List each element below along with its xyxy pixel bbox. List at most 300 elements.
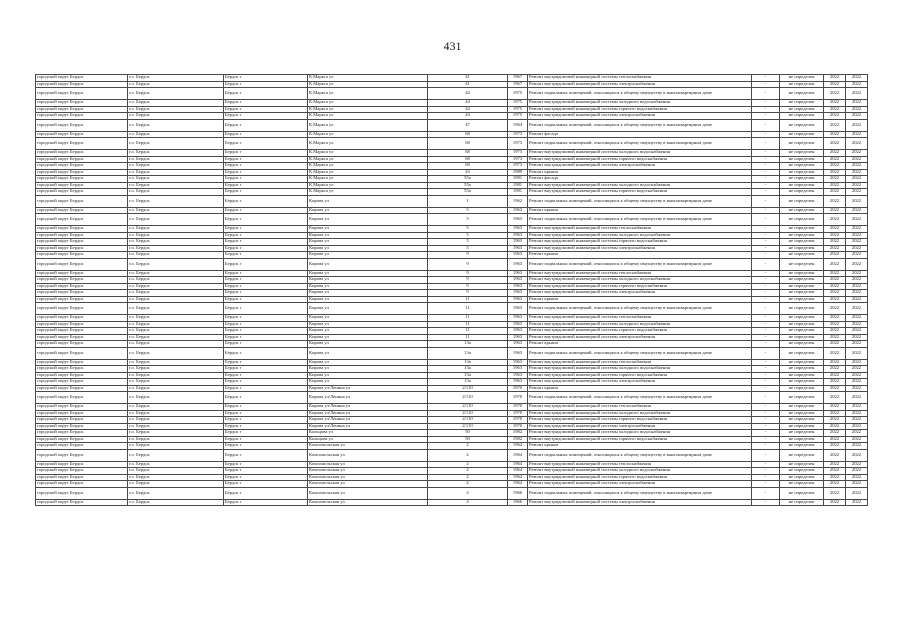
- house-number-cell: 9: [428, 277, 508, 284]
- status-cell: не определен: [780, 156, 824, 163]
- city-cell: Бердск г: [224, 366, 308, 373]
- start-year-cell: 2022: [824, 138, 846, 150]
- house-number-cell: 9: [428, 290, 508, 297]
- cost-cell: -: [752, 119, 780, 131]
- table-row: [36, 214, 868, 226]
- year-cell: 1963: [508, 366, 528, 373]
- district-cell: г.о. Бердск: [128, 176, 224, 183]
- city-cell: Бердск г: [224, 100, 308, 107]
- cost-cell: -: [752, 423, 780, 430]
- house-number-cell: 44: [428, 113, 508, 120]
- end-year-cell: 2022: [846, 232, 868, 239]
- street-cell: Кирова ул: [308, 258, 428, 270]
- street-cell: Комсомольская ул: [308, 468, 428, 475]
- street-cell: Кирова ул: [308, 296, 428, 303]
- district-cell: г.о. Бердск: [128, 449, 224, 461]
- district-cell: г.о. Бердск: [128, 468, 224, 475]
- district-cell: г.о. Бердск: [128, 461, 224, 468]
- year-cell: 1973: [508, 163, 528, 170]
- start-year-cell: 2022: [824, 258, 846, 270]
- cost-cell: -: [752, 156, 780, 163]
- work-type-cell: Ремонт внутридомовой инженерной системы электроснабжения: [528, 481, 752, 488]
- start-year-cell: 2022: [824, 296, 846, 303]
- end-year-cell: 2022: [846, 410, 868, 417]
- municipality-cell: городской округ Бердск: [36, 195, 128, 207]
- cost-cell: -: [752, 88, 780, 100]
- street-cell: Кирова ул/Ленина ул: [308, 385, 428, 392]
- status-cell: не определен: [780, 176, 824, 183]
- cost-cell: -: [752, 207, 780, 214]
- work-type-cell: Ремонт подвальных помещений, относящихся к общему имуществу в многоквартирном доме: [528, 214, 752, 226]
- municipality-cell: городской округ Бердск: [36, 315, 128, 322]
- district-cell: г.о. Бердск: [128, 341, 224, 348]
- year-cell: 1981: [508, 189, 528, 196]
- start-year-cell: 2022: [824, 423, 846, 430]
- end-year-cell: 2022: [846, 81, 868, 88]
- status-cell: не определен: [780, 88, 824, 100]
- start-year-cell: 2022: [824, 334, 846, 341]
- house-number-cell: 68: [428, 150, 508, 157]
- end-year-cell: 2022: [846, 226, 868, 233]
- street-cell: Кирова ул: [308, 379, 428, 386]
- street-cell: К.Маркса ул: [308, 100, 428, 107]
- year-cell: 1966: [508, 487, 528, 499]
- end-year-cell: 2022: [846, 315, 868, 322]
- end-year-cell: 2022: [846, 385, 868, 392]
- status-cell: не определен: [780, 328, 824, 335]
- house-number-cell: 13а: [428, 366, 508, 373]
- work-type-cell: Ремонт внутридомовой инженерной системы холодного водоснабжения: [528, 366, 752, 373]
- start-year-cell: 2022: [824, 119, 846, 131]
- city-cell: Бердск г: [224, 296, 308, 303]
- street-cell: Кирова ул/Ленина ул: [308, 423, 428, 430]
- district-cell: г.о. Бердск: [128, 328, 224, 335]
- district-cell: г.о. Бердск: [128, 443, 224, 450]
- end-year-cell: 2022: [846, 277, 868, 284]
- house-number-cell: 5: [428, 207, 508, 214]
- work-type-cell: Ремонт подвальных помещений, относящихся к общему имуществу в многоквартирном доме: [528, 138, 752, 150]
- end-year-cell: 2022: [846, 106, 868, 113]
- year-cell: 1962: [508, 195, 528, 207]
- cost-cell: -: [752, 359, 780, 366]
- year-cell: 1964: [508, 468, 528, 475]
- year-cell: 1963: [508, 372, 528, 379]
- start-year-cell: 2022: [824, 195, 846, 207]
- end-year-cell: 2022: [846, 334, 868, 341]
- district-cell: г.о. Бердск: [128, 296, 224, 303]
- city-cell: Бердск г: [224, 176, 308, 183]
- status-cell: не определен: [780, 449, 824, 461]
- cost-cell: -: [752, 404, 780, 411]
- end-year-cell: 2022: [846, 461, 868, 468]
- city-cell: Бердск г: [224, 195, 308, 207]
- district-cell: г.о. Бердск: [128, 258, 224, 270]
- house-number-cell: 2/110: [428, 404, 508, 411]
- status-cell: не определен: [780, 499, 824, 506]
- year-cell: 1963: [508, 283, 528, 290]
- cost-cell: -: [752, 100, 780, 107]
- end-year-cell: 2022: [846, 113, 868, 120]
- cost-cell: -: [752, 163, 780, 170]
- street-cell: К.Маркса ул: [308, 113, 428, 120]
- municipality-cell: городской округ Бердск: [36, 182, 128, 189]
- street-cell: Кирова ул: [308, 290, 428, 297]
- municipality-cell: городской округ Бердск: [36, 156, 128, 163]
- street-cell: Кирова ул/Ленина ул: [308, 392, 428, 404]
- cost-cell: -: [752, 214, 780, 226]
- status-cell: не определен: [780, 169, 824, 176]
- end-year-cell: 2022: [846, 296, 868, 303]
- work-type-cell: Ремонт подвальных помещений, относящихся к общему имуществу в многоквартирном доме: [528, 392, 752, 404]
- house-number-cell: 13а: [428, 379, 508, 386]
- end-year-cell: 2022: [846, 468, 868, 475]
- cost-cell: -: [752, 443, 780, 450]
- year-cell: 1967: [508, 75, 528, 82]
- start-year-cell: 2022: [824, 131, 846, 138]
- district-cell: г.о. Бердск: [128, 88, 224, 100]
- district-cell: г.о. Бердск: [128, 131, 224, 138]
- status-cell: не определен: [780, 385, 824, 392]
- city-cell: Бердск г: [224, 328, 308, 335]
- city-cell: Бердск г: [224, 156, 308, 163]
- status-cell: не определен: [780, 341, 824, 348]
- cost-cell: -: [752, 347, 780, 359]
- city-cell: Бердск г: [224, 487, 308, 499]
- end-year-cell: 2022: [846, 481, 868, 488]
- work-type-cell: Ремонт подвальных помещений, относящихся к общему имуществу в многоквартирном доме: [528, 303, 752, 315]
- municipality-cell: городской округ Бердск: [36, 150, 128, 157]
- end-year-cell: 2022: [846, 100, 868, 107]
- year-cell: 1963: [508, 303, 528, 315]
- municipality-cell: городской округ Бердск: [36, 303, 128, 315]
- year-cell: 1982: [508, 436, 528, 443]
- work-type-cell: Ремонт крыши: [528, 252, 752, 259]
- street-cell: К.Маркса ул: [308, 189, 428, 196]
- cost-cell: -: [752, 138, 780, 150]
- house-number-cell: 68: [428, 138, 508, 150]
- municipality-cell: городской округ Бердск: [36, 106, 128, 113]
- district-cell: г.о. Бердск: [128, 156, 224, 163]
- start-year-cell: 2022: [824, 106, 846, 113]
- street-cell: Кирова ул: [308, 226, 428, 233]
- cost-cell: -: [752, 334, 780, 341]
- start-year-cell: 2022: [824, 290, 846, 297]
- municipality-cell: городской округ Бердск: [36, 283, 128, 290]
- cost-cell: -: [752, 487, 780, 499]
- end-year-cell: 2022: [846, 436, 868, 443]
- municipality-cell: городской округ Бердск: [36, 328, 128, 335]
- street-cell: К.Маркса ул: [308, 176, 428, 183]
- status-cell: не определен: [780, 226, 824, 233]
- district-cell: г.о. Бердск: [128, 169, 224, 176]
- house-number-cell: 50: [428, 430, 508, 437]
- year-cell: 1963: [508, 379, 528, 386]
- end-year-cell: 2022: [846, 245, 868, 252]
- street-cell: К.Маркса ул: [308, 138, 428, 150]
- district-cell: г.о. Бердск: [128, 487, 224, 499]
- start-year-cell: 2022: [824, 245, 846, 252]
- city-cell: Бердск г: [224, 277, 308, 284]
- city-cell: Бердск г: [224, 150, 308, 157]
- district-cell: г.о. Бердск: [128, 423, 224, 430]
- year-cell: 1970: [508, 392, 528, 404]
- table-row: [36, 88, 868, 100]
- street-cell: Кирова ул/Ленина ул: [308, 410, 428, 417]
- year-cell: 1964: [508, 474, 528, 481]
- table-row: [36, 449, 868, 461]
- house-number-cell: 47: [428, 119, 508, 131]
- street-cell: Кирова ул: [308, 359, 428, 366]
- status-cell: не определен: [780, 258, 824, 270]
- district-cell: г.о. Бердск: [128, 232, 224, 239]
- house-number-cell: 50: [428, 436, 508, 443]
- year-cell: 1966: [508, 499, 528, 506]
- district-cell: г.о. Бердск: [128, 430, 224, 437]
- status-cell: не определен: [780, 392, 824, 404]
- city-cell: Бердск г: [224, 81, 308, 88]
- work-type-cell: Ремонт внутридомовой инженерной системы горячего водоснабжения: [528, 106, 752, 113]
- start-year-cell: 2022: [824, 481, 846, 488]
- year-cell: 1963: [508, 245, 528, 252]
- house-number-cell: 41: [428, 75, 508, 82]
- municipality-cell: городской округ Бердск: [36, 176, 128, 183]
- year-cell: 1963: [508, 359, 528, 366]
- street-cell: Кирова ул: [308, 321, 428, 328]
- city-cell: Бердск г: [224, 499, 308, 506]
- end-year-cell: 2022: [846, 474, 868, 481]
- district-cell: г.о. Бердск: [128, 207, 224, 214]
- end-year-cell: 2022: [846, 138, 868, 150]
- district-cell: г.о. Бердск: [128, 385, 224, 392]
- municipality-cell: городской округ Бердск: [36, 366, 128, 373]
- status-cell: не определен: [780, 163, 824, 170]
- city-cell: Бердск г: [224, 239, 308, 246]
- district-cell: г.о. Бердск: [128, 366, 224, 373]
- municipality-cell: городской округ Бердск: [36, 290, 128, 297]
- city-cell: Бердск г: [224, 119, 308, 131]
- city-cell: Бердск г: [224, 315, 308, 322]
- work-type-cell: Ремонт внутридомовой инженерной системы электроснабжения: [528, 290, 752, 297]
- start-year-cell: 2022: [824, 232, 846, 239]
- end-year-cell: 2022: [846, 163, 868, 170]
- municipality-cell: городской округ Бердск: [36, 113, 128, 120]
- year-cell: 1973: [508, 150, 528, 157]
- work-type-cell: Ремонт внутридомовой инженерной системы горячего водоснабжения: [528, 239, 752, 246]
- district-cell: г.о. Бердск: [128, 150, 224, 157]
- work-type-cell: Ремонт внутридомовой инженерной системы теплоснабжения: [528, 315, 752, 322]
- status-cell: не определен: [780, 379, 824, 386]
- municipality-cell: городской округ Бердск: [36, 430, 128, 437]
- district-cell: г.о. Бердск: [128, 474, 224, 481]
- start-year-cell: 2022: [824, 321, 846, 328]
- city-cell: Бердск г: [224, 481, 308, 488]
- start-year-cell: 2022: [824, 436, 846, 443]
- table-row: [36, 138, 868, 150]
- work-type-cell: Ремонт крыши: [528, 296, 752, 303]
- street-cell: К.Маркса ул: [308, 182, 428, 189]
- status-cell: не определен: [780, 100, 824, 107]
- cost-cell: -: [752, 468, 780, 475]
- work-type-cell: Ремонт внутридомовой инженерной системы теплоснабжения: [528, 404, 752, 411]
- cost-cell: -: [752, 277, 780, 284]
- municipality-cell: городской округ Бердск: [36, 423, 128, 430]
- end-year-cell: 2022: [846, 359, 868, 366]
- house-number-cell: 2/110: [428, 417, 508, 424]
- street-cell: Кирова ул: [308, 283, 428, 290]
- start-year-cell: 2022: [824, 404, 846, 411]
- work-type-cell: Ремонт внутридомовой инженерной системы горячего водоснабжения: [528, 283, 752, 290]
- status-cell: не определен: [780, 214, 824, 226]
- work-type-cell: Ремонт крыши: [528, 169, 752, 176]
- city-cell: Бердск г: [224, 461, 308, 468]
- work-type-cell: Ремонт внутридомовой инженерной системы теплоснабжения: [528, 270, 752, 277]
- end-year-cell: 2022: [846, 321, 868, 328]
- table-row: [36, 392, 868, 404]
- work-type-cell: Ремонт внутридомовой инженерной системы горячего водоснабжения: [528, 328, 752, 335]
- cost-cell: -: [752, 499, 780, 506]
- municipality-cell: городской округ Бердск: [36, 138, 128, 150]
- city-cell: Бердск г: [224, 182, 308, 189]
- city-cell: Бердск г: [224, 474, 308, 481]
- street-cell: Кирова ул: [308, 315, 428, 322]
- house-number-cell: 13а: [428, 341, 508, 348]
- cost-cell: -: [752, 303, 780, 315]
- start-year-cell: 2022: [824, 474, 846, 481]
- street-cell: К.Маркса ул: [308, 131, 428, 138]
- start-year-cell: 2022: [824, 487, 846, 499]
- municipality-cell: городской округ Бердск: [36, 321, 128, 328]
- year-cell: 1963: [508, 270, 528, 277]
- street-cell: Комсомольская ул: [308, 487, 428, 499]
- district-cell: г.о. Бердск: [128, 379, 224, 386]
- work-type-cell: Ремонт внутридомовой инженерной системы горячего водоснабжения: [528, 372, 752, 379]
- municipality-cell: городской округ Бердск: [36, 379, 128, 386]
- district-cell: г.о. Бердск: [128, 113, 224, 120]
- work-type-cell: Ремонт внутридомовой инженерной системы холодного водоснабжения: [528, 277, 752, 284]
- municipality-cell: городской округ Бердск: [36, 252, 128, 259]
- municipality-cell: городской округ Бердск: [36, 88, 128, 100]
- end-year-cell: 2022: [846, 150, 868, 157]
- status-cell: не определен: [780, 359, 824, 366]
- street-cell: Кирова ул: [308, 347, 428, 359]
- house-number-cell: 13а: [428, 372, 508, 379]
- status-cell: не определен: [780, 150, 824, 157]
- street-cell: К.Маркса ул: [308, 75, 428, 82]
- year-cell: 1981: [508, 182, 528, 189]
- end-year-cell: 2022: [846, 404, 868, 411]
- street-cell: Кирова ул: [308, 195, 428, 207]
- district-cell: г.о. Бердск: [128, 410, 224, 417]
- start-year-cell: 2022: [824, 252, 846, 259]
- municipality-cell: городской округ Бердск: [36, 258, 128, 270]
- end-year-cell: 2022: [846, 392, 868, 404]
- end-year-cell: 2022: [846, 372, 868, 379]
- cost-cell: -: [752, 176, 780, 183]
- house-number-cell: 55а: [428, 176, 508, 183]
- district-cell: г.о. Бердск: [128, 481, 224, 488]
- municipality-cell: городской округ Бердск: [36, 449, 128, 461]
- house-number-cell: 2: [428, 443, 508, 450]
- district-cell: г.о. Бердск: [128, 436, 224, 443]
- city-cell: Бердск г: [224, 138, 308, 150]
- district-cell: г.о. Бердск: [128, 417, 224, 424]
- house-number-cell: 2: [428, 474, 508, 481]
- start-year-cell: 2022: [824, 449, 846, 461]
- street-cell: Комсомольская ул: [308, 461, 428, 468]
- city-cell: Бердск г: [224, 392, 308, 404]
- table-row: [36, 258, 868, 270]
- house-number-cell: 13а: [428, 347, 508, 359]
- status-cell: не определен: [780, 372, 824, 379]
- year-cell: 1963: [508, 226, 528, 233]
- city-cell: Бердск г: [224, 214, 308, 226]
- city-cell: Бердск г: [224, 430, 308, 437]
- end-year-cell: 2022: [846, 75, 868, 82]
- house-number-cell: 55а: [428, 182, 508, 189]
- city-cell: Бердск г: [224, 88, 308, 100]
- status-cell: не определен: [780, 182, 824, 189]
- street-cell: К.Маркса ул: [308, 119, 428, 131]
- start-year-cell: 2022: [824, 176, 846, 183]
- end-year-cell: 2022: [846, 283, 868, 290]
- end-year-cell: 2022: [846, 341, 868, 348]
- cost-cell: -: [752, 245, 780, 252]
- house-number-cell: 68: [428, 163, 508, 170]
- municipality-cell: городской округ Бердск: [36, 468, 128, 475]
- district-cell: г.о. Бердск: [128, 315, 224, 322]
- status-cell: не определен: [780, 119, 824, 131]
- city-cell: Бердск г: [224, 290, 308, 297]
- street-cell: К.Маркса ул: [308, 88, 428, 100]
- cost-cell: -: [752, 449, 780, 461]
- work-type-cell: Ремонт внутридомовой инженерной системы холодного водоснабжения: [528, 150, 752, 157]
- table-row: [36, 195, 868, 207]
- house-number-cell: 11: [428, 303, 508, 315]
- district-cell: г.о. Бердск: [128, 359, 224, 366]
- start-year-cell: 2022: [824, 207, 846, 214]
- end-year-cell: 2022: [846, 156, 868, 163]
- district-cell: г.о. Бердск: [128, 189, 224, 196]
- work-type-cell: Ремонт внутридомовой инженерной системы холодного водоснабжения: [528, 182, 752, 189]
- table-row: [36, 487, 868, 499]
- cost-cell: -: [752, 328, 780, 335]
- cost-cell: -: [752, 258, 780, 270]
- start-year-cell: 2022: [824, 328, 846, 335]
- status-cell: не определен: [780, 245, 824, 252]
- district-cell: г.о. Бердск: [128, 404, 224, 411]
- year-cell: 1963: [508, 207, 528, 214]
- work-type-cell: Ремонт внутридомовой инженерной системы холодного водоснабжения: [528, 321, 752, 328]
- end-year-cell: 2022: [846, 252, 868, 259]
- cost-cell: -: [752, 474, 780, 481]
- cost-cell: -: [752, 226, 780, 233]
- city-cell: Бердск г: [224, 189, 308, 196]
- work-type-cell: Ремонт подвальных помещений, относящихся к общему имуществу в многоквартирном доме: [528, 195, 752, 207]
- work-type-cell: Ремонт крыши: [528, 207, 752, 214]
- municipality-cell: городской округ Бердск: [36, 341, 128, 348]
- year-cell: 1989: [508, 169, 528, 176]
- work-type-cell: Ремонт крыши: [528, 341, 752, 348]
- city-cell: Бердск г: [224, 131, 308, 138]
- street-cell: Кирова ул: [308, 277, 428, 284]
- municipality-cell: городской округ Бердск: [36, 481, 128, 488]
- start-year-cell: 2022: [824, 182, 846, 189]
- year-cell: 1973: [508, 138, 528, 150]
- start-year-cell: 2022: [824, 468, 846, 475]
- work-type-cell: Ремонт внутридомовой инженерной системы электроснабжения: [528, 423, 752, 430]
- status-cell: не определен: [780, 334, 824, 341]
- city-cell: Бердск г: [224, 379, 308, 386]
